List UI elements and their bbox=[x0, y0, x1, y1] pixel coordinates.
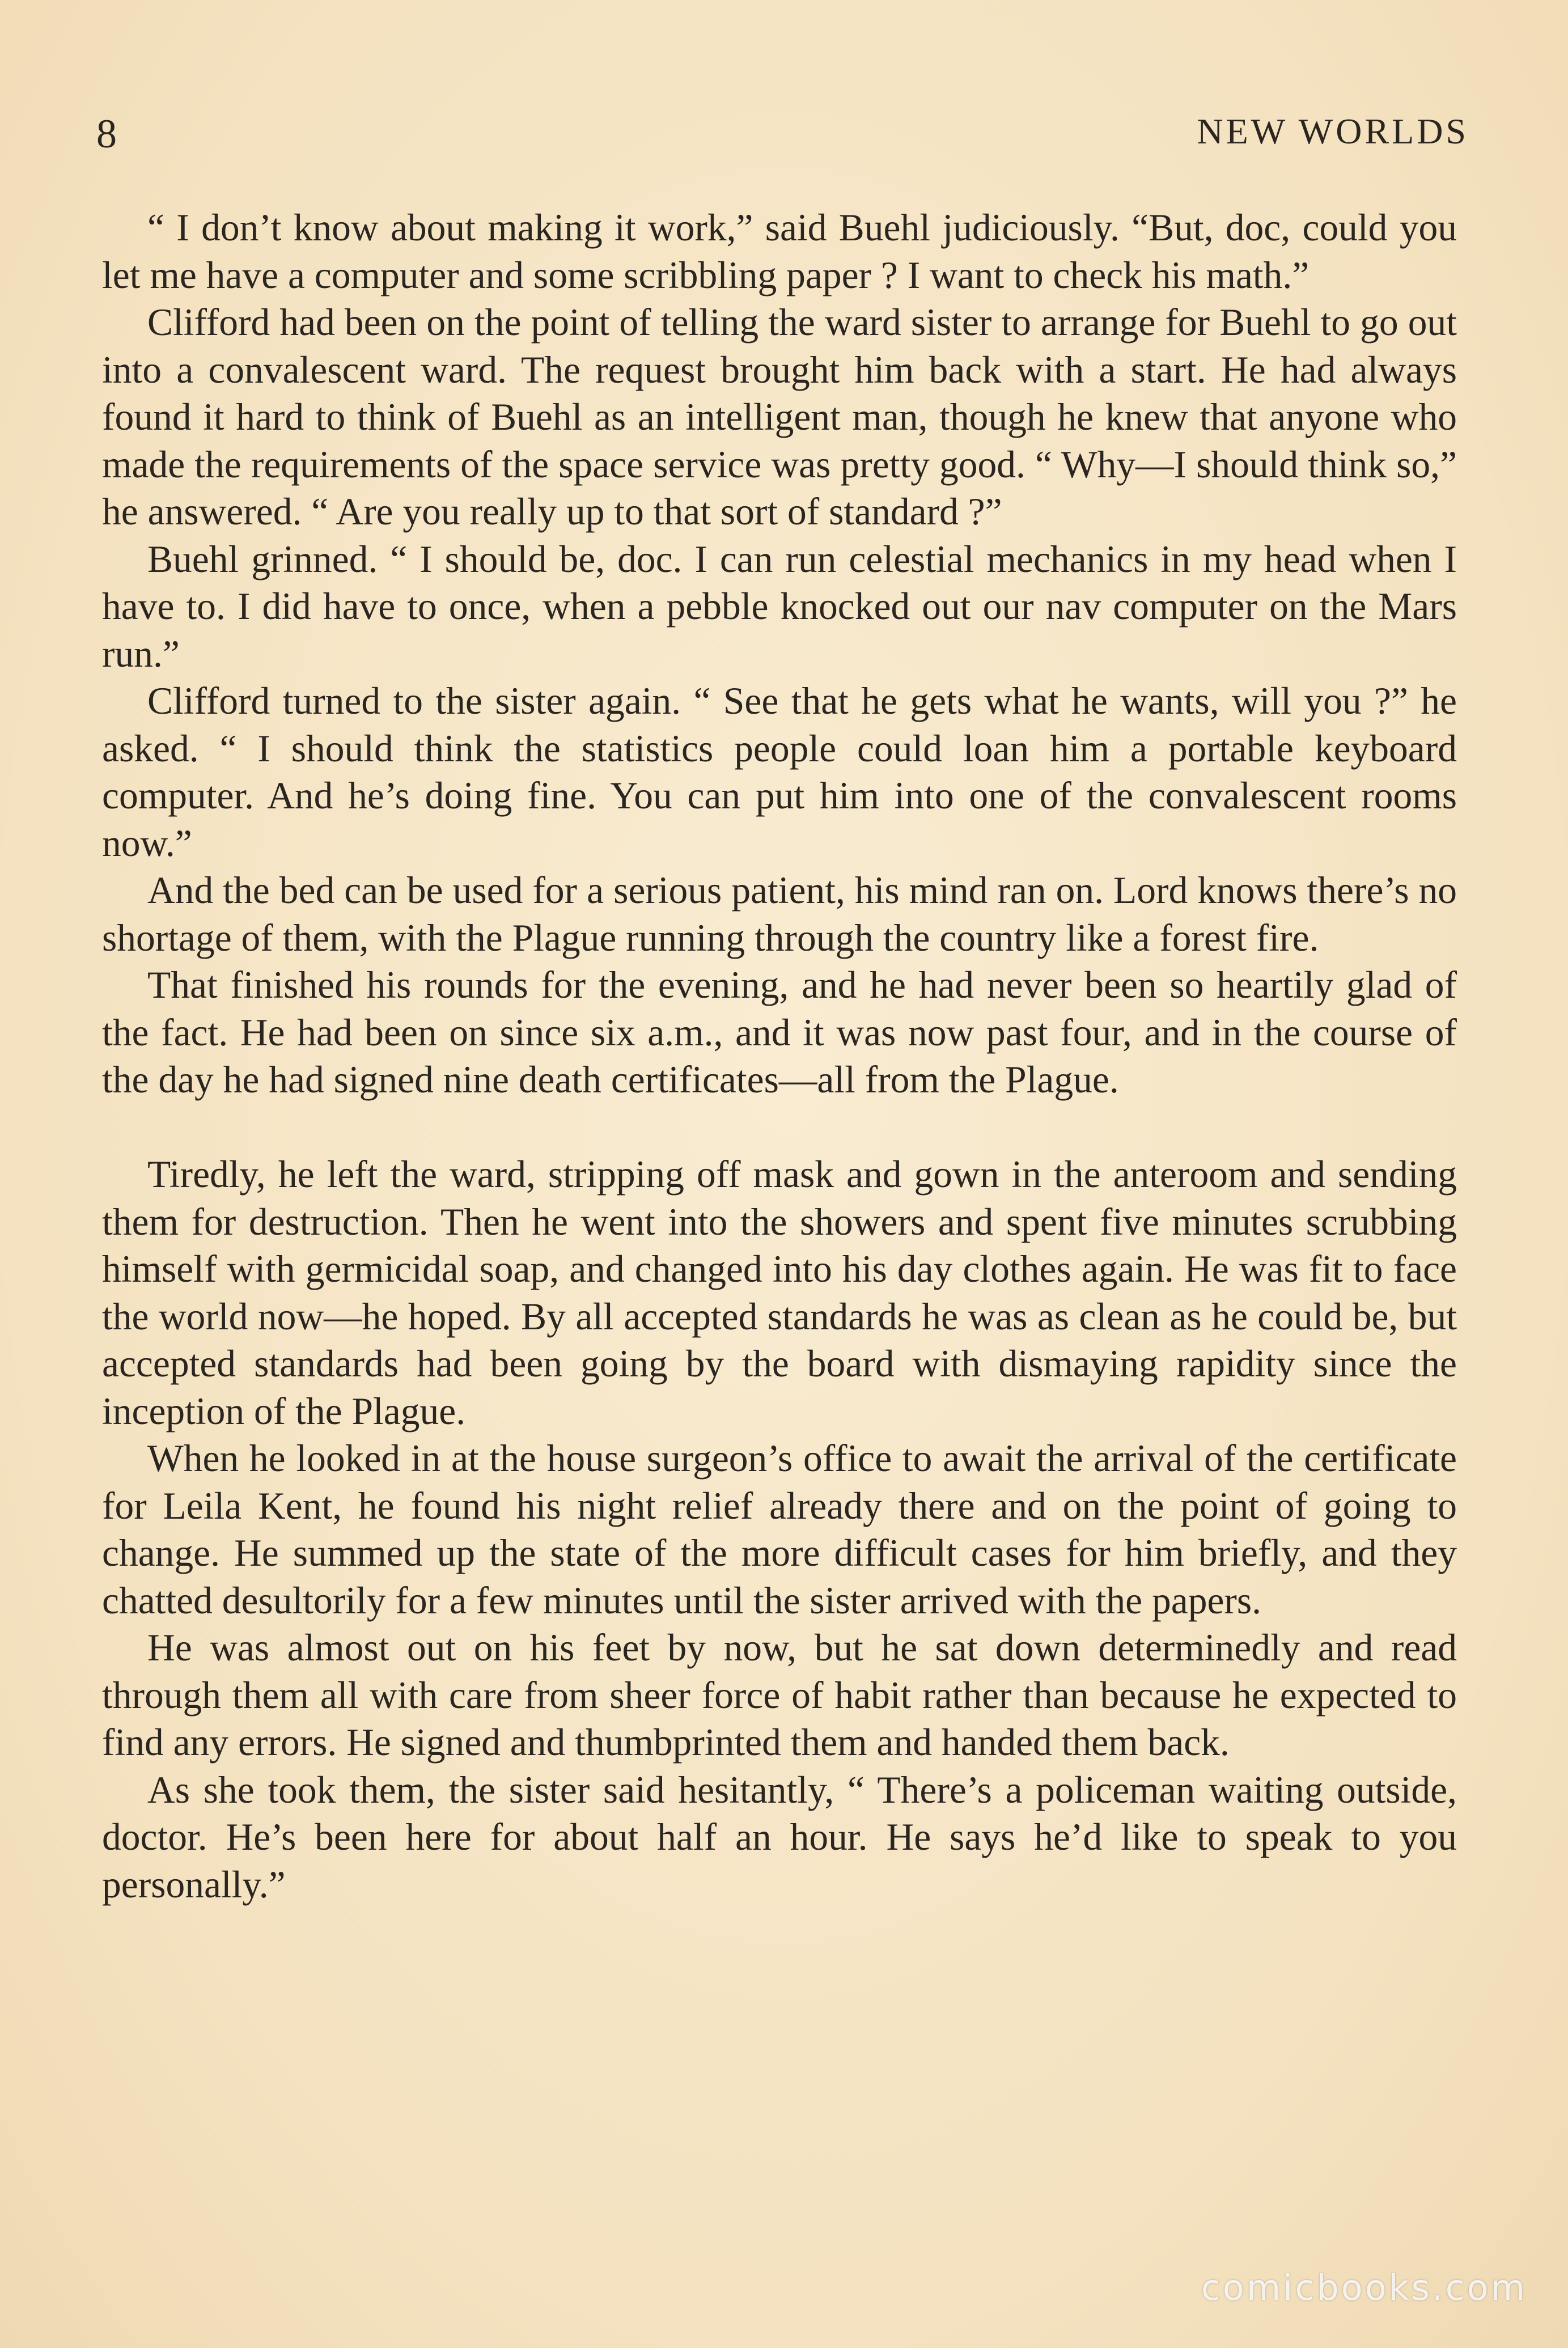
paragraph: And the bed can be used for a serious patient, his mind ran on. Lord knows there’s no shortage of them, with the Plague running through the country like a forest fire. bbox=[102, 869, 1457, 959]
watermark: comicbooks.com bbox=[1201, 2267, 1527, 2308]
body-text bbox=[102, 204, 1457, 1908]
page-number: 8 bbox=[96, 111, 118, 156]
paragraph: Clifford had been on the point of telling the ward sister to arrange for Buehl to go out into a convalescent ward. The request brought him back with a start. He had always found it hard to think of Buehl as an intelligent man, though he knew that anyone who made the requirements of the space service was pretty good. “ Why—I should think so,” he answered. “ Are you really up to that sort of standard ?” bbox=[102, 301, 1457, 533]
paragraph: That finished his rounds for the evening, and he had never been so heartily glad of the fact. He had been on since six a.m., and it was now past four, and in the course of the day he had signed nine death certificates—all from the Plague. bbox=[102, 964, 1457, 1101]
running-head: NEW WORLDS bbox=[1197, 111, 1469, 151]
paragraph: When he looked in at the house surgeon’s office to await the arrival of the certificate for Leila Kent, he found his night relief already there and on the point of going to change. He summed up the state of the more difficult cases for him briefly, and they chatted desultorily for a few minutes until the sister arrived with the papers. bbox=[102, 1437, 1457, 1622]
paragraph: Tiredly, he left the ward, stripping off mask and gown in the anteroom and sending them for destruction. Then he went into the showers and spent five minutes scrubbing himself with germicidal soap, and changed into his day clothes again. He was fit to face the world now—he hoped. By all accepted standards he was as clean as he could be, but accepted standards had been going by the board with dismaying rapidity since the inception of the Plague. bbox=[102, 1153, 1457, 1432]
paragraph: As she took them, the sister said hesitantly, “ There’s a policeman waiting outside, doctor. He’s been here for about half an hour. He says he’d like to speak to you personally.” bbox=[102, 1768, 1457, 1906]
page-header bbox=[96, 111, 1469, 162]
paragraph: He was almost out on his feet by now, but he sat down determinedly and read through them all with care from sheer force of habit rather than because he expected to find any errors. He signed and thumbprinted them and handed them back. bbox=[102, 1626, 1457, 1764]
paragraph: “ I don’t know about making it work,” said Buehl judiciously. “But, doc, could you let me have a computer and some scribbling paper ? I want to check his math.” bbox=[102, 206, 1457, 296]
paragraph: Buehl grinned. “ I should be, doc. I can run celestial mechanics in my head when I have to. I did have to once, when a pebble knocked out our nav computer on the Mars run.” bbox=[102, 537, 1457, 675]
paragraph: Clifford turned to the sister again. “ See that he gets what he wants, will you ?” he asked. “ I should think the statistics people could loan him a portable keyboard computer. And he’s doing fine. You can put him into one of the convalescent rooms now.” bbox=[102, 680, 1457, 864]
